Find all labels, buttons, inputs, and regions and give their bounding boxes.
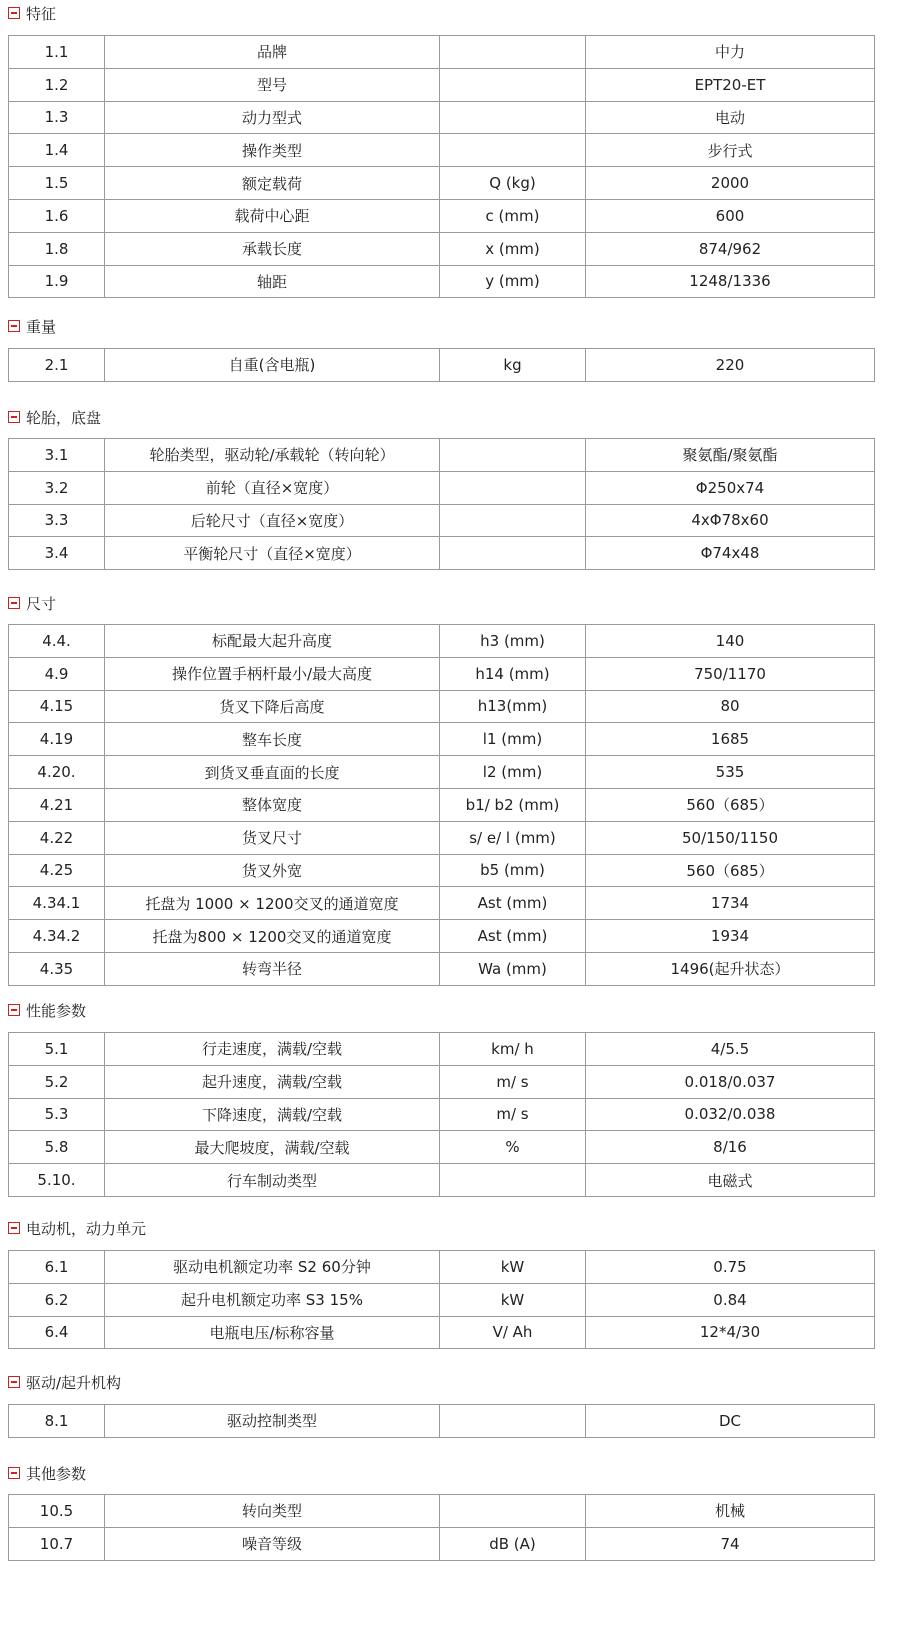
table-row: [9, 471, 875, 504]
table-row: [9, 1316, 875, 1349]
value-cell: 1496(起升状态）: [586, 952, 875, 985]
collapse-minus-icon[interactable]: [8, 1376, 20, 1388]
parameter-name-cell: 载荷中心距: [105, 199, 440, 232]
section-title: 电动机，动力单元: [26, 1219, 147, 1238]
unit-cell: Ast (mm): [440, 887, 586, 920]
item-number-cell: 10.5: [9, 1495, 105, 1528]
unit-cell: [440, 504, 586, 537]
table-row: [9, 821, 875, 854]
unit-cell: dB (A): [440, 1527, 586, 1560]
value-cell: 1734: [586, 887, 875, 920]
unit-cell: x (mm): [440, 232, 586, 265]
parameter-name-cell: 后轮尺寸（直径×宽度）: [105, 504, 440, 537]
table-row: [9, 1495, 875, 1528]
item-number-cell: 4.15: [9, 690, 105, 723]
table-row: [9, 68, 875, 101]
unit-cell: kW: [440, 1251, 586, 1284]
value-cell: Φ74x48: [586, 537, 875, 570]
value-cell: 50/150/1150: [586, 821, 875, 854]
unit-cell: c (mm): [440, 199, 586, 232]
item-number-cell: 6.2: [9, 1283, 105, 1316]
table-row: [9, 349, 875, 382]
unit-cell: b1/ b2 (mm): [440, 788, 586, 821]
item-number-cell: 1.2: [9, 68, 105, 101]
spec-table: [8, 348, 875, 382]
parameter-name-cell: 最大爬坡度，满载/空载: [105, 1131, 440, 1164]
item-number-cell: 1.5: [9, 167, 105, 200]
section-title: 尺寸: [26, 594, 57, 613]
parameter-name-cell: 整车长度: [105, 723, 440, 756]
item-number-cell: 3.2: [9, 471, 105, 504]
spec-table: [8, 1032, 875, 1197]
parameter-name-cell: 轴距: [105, 265, 440, 298]
collapse-minus-icon[interactable]: [8, 1467, 20, 1479]
section-title: 重量: [26, 317, 57, 336]
section-title: 性能参数: [26, 1001, 87, 1020]
unit-cell: l2 (mm): [440, 756, 586, 789]
table-row: [9, 657, 875, 690]
value-cell: DC: [586, 1405, 875, 1438]
collapse-minus-icon[interactable]: [8, 1004, 20, 1016]
parameter-name-cell: 起升速度，满载/空载: [105, 1065, 440, 1098]
section-header[interactable]: [8, 406, 101, 428]
item-number-cell: 3.3: [9, 504, 105, 537]
table-row: [9, 1527, 875, 1560]
item-number-cell: 4.19: [9, 723, 105, 756]
parameter-name-cell: 托盘为 1000 × 1200交叉的通道宽度: [105, 887, 440, 920]
parameter-name-cell: 电瓶电压/标称容量: [105, 1316, 440, 1349]
table-row: [9, 756, 875, 789]
section-title: 特征: [26, 4, 57, 23]
spec-table: [8, 1404, 875, 1438]
item-number-cell: 5.8: [9, 1131, 105, 1164]
parameter-name-cell: 货叉尺寸: [105, 821, 440, 854]
unit-cell: y (mm): [440, 265, 586, 298]
item-number-cell: 5.2: [9, 1065, 105, 1098]
parameter-name-cell: 品牌: [105, 36, 440, 69]
collapse-minus-icon[interactable]: [8, 597, 20, 609]
table-row: [9, 1098, 875, 1131]
item-number-cell: 1.6: [9, 199, 105, 232]
table-row: [9, 537, 875, 570]
table-row: [9, 199, 875, 232]
table-row: [9, 1131, 875, 1164]
parameter-name-cell: 行走速度，满载/空载: [105, 1033, 440, 1066]
value-cell: 220: [586, 349, 875, 382]
value-cell: 560（685）: [586, 788, 875, 821]
table-row: [9, 265, 875, 298]
value-cell: 74: [586, 1527, 875, 1560]
value-cell: 535: [586, 756, 875, 789]
item-number-cell: 6.4: [9, 1316, 105, 1349]
unit-cell: b5 (mm): [440, 854, 586, 887]
parameter-name-cell: 噪音等级: [105, 1527, 440, 1560]
item-number-cell: 4.22: [9, 821, 105, 854]
value-cell: 步行式: [586, 134, 875, 167]
section-header[interactable]: [8, 315, 56, 337]
collapse-minus-icon[interactable]: [8, 411, 20, 423]
value-cell: 140: [586, 625, 875, 658]
unit-cell: h14 (mm): [440, 657, 586, 690]
parameter-name-cell: 到货叉垂直面的长度: [105, 756, 440, 789]
item-number-cell: 4.34.1: [9, 887, 105, 920]
table-row: [9, 36, 875, 69]
value-cell: 电动: [586, 101, 875, 134]
parameter-name-cell: 承载长度: [105, 232, 440, 265]
item-number-cell: 5.10.: [9, 1164, 105, 1197]
parameter-name-cell: 转向类型: [105, 1495, 440, 1528]
item-number-cell: 2.1: [9, 349, 105, 382]
value-cell: 750/1170: [586, 657, 875, 690]
section-header[interactable]: [8, 1462, 86, 1484]
unit-cell: Q (kg): [440, 167, 586, 200]
value-cell: 4/5.5: [586, 1033, 875, 1066]
value-cell: 4xΦ78x60: [586, 504, 875, 537]
unit-cell: [440, 36, 586, 69]
unit-cell: Ast (mm): [440, 920, 586, 953]
collapse-minus-icon[interactable]: [8, 1222, 20, 1234]
item-number-cell: 8.1: [9, 1405, 105, 1438]
unit-cell: V/ Ah: [440, 1316, 586, 1349]
table-row: [9, 788, 875, 821]
item-number-cell: 1.9: [9, 265, 105, 298]
unit-cell: h13(mm): [440, 690, 586, 723]
value-cell: 0.032/0.038: [586, 1098, 875, 1131]
table-row: [9, 232, 875, 265]
unit-cell: h3 (mm): [440, 625, 586, 658]
unit-cell: l1 (mm): [440, 723, 586, 756]
section-header[interactable]: [8, 1371, 121, 1393]
parameter-name-cell: 驱动控制类型: [105, 1405, 440, 1438]
parameter-name-cell: 标配最大起升高度: [105, 625, 440, 658]
table-row: [9, 1283, 875, 1316]
unit-cell: [440, 439, 586, 472]
value-cell: 874/962: [586, 232, 875, 265]
item-number-cell: 1.1: [9, 36, 105, 69]
unit-cell: [440, 1164, 586, 1197]
parameter-name-cell: 型号: [105, 68, 440, 101]
unit-cell: [440, 1405, 586, 1438]
item-number-cell: 5.1: [9, 1033, 105, 1066]
item-number-cell: 1.3: [9, 101, 105, 134]
parameter-name-cell: 整体宽度: [105, 788, 440, 821]
value-cell: 1685: [586, 723, 875, 756]
unit-cell: [440, 101, 586, 134]
parameter-name-cell: 货叉外宽: [105, 854, 440, 887]
value-cell: 电磁式: [586, 1164, 875, 1197]
table-row: [9, 690, 875, 723]
section-header[interactable]: [8, 2, 56, 24]
parameter-name-cell: 托盘为800 × 1200交叉的通道宽度: [105, 920, 440, 953]
item-number-cell: 4.20.: [9, 756, 105, 789]
item-number-cell: 4.34.2: [9, 920, 105, 953]
unit-cell: s/ e/ l (mm): [440, 821, 586, 854]
table-row: [9, 887, 875, 920]
table-row: [9, 854, 875, 887]
table-row: [9, 1405, 875, 1438]
unit-cell: [440, 537, 586, 570]
value-cell: 0.84: [586, 1283, 875, 1316]
unit-cell: Wa (mm): [440, 952, 586, 985]
table-row: [9, 134, 875, 167]
parameter-name-cell: 动力型式: [105, 101, 440, 134]
value-cell: EPT20-ET: [586, 68, 875, 101]
parameter-name-cell: 行车制动类型: [105, 1164, 440, 1197]
item-number-cell: 4.35: [9, 952, 105, 985]
spec-table: [8, 35, 875, 298]
value-cell: 2000: [586, 167, 875, 200]
value-cell: 中力: [586, 36, 875, 69]
item-number-cell: 1.8: [9, 232, 105, 265]
table-row: [9, 504, 875, 537]
parameter-name-cell: 操作位置手柄杆最小/最大高度: [105, 657, 440, 690]
item-number-cell: 3.4: [9, 537, 105, 570]
item-number-cell: 4.9: [9, 657, 105, 690]
item-number-cell: 4.4.: [9, 625, 105, 658]
table-row: [9, 167, 875, 200]
table-row: [9, 101, 875, 134]
collapse-minus-icon[interactable]: [8, 7, 20, 19]
table-row: [9, 1164, 875, 1197]
parameter-name-cell: 转弯半径: [105, 952, 440, 985]
value-cell: 机械: [586, 1495, 875, 1528]
parameter-name-cell: 自重(含电瓶): [105, 349, 440, 382]
table-row: [9, 723, 875, 756]
spec-table: [8, 1494, 875, 1561]
table-row: [9, 952, 875, 985]
value-cell: 600: [586, 199, 875, 232]
section-title: 驱动/起升机构: [26, 1373, 122, 1392]
value-cell: 8/16: [586, 1131, 875, 1164]
item-number-cell: 5.3: [9, 1098, 105, 1131]
table-row: [9, 1033, 875, 1066]
table-row: [9, 920, 875, 953]
value-cell: 0.018/0.037: [586, 1065, 875, 1098]
unit-cell: [440, 1495, 586, 1528]
item-number-cell: 6.1: [9, 1251, 105, 1284]
unit-cell: m/ s: [440, 1098, 586, 1131]
collapse-minus-icon[interactable]: [8, 320, 20, 332]
item-number-cell: 4.21: [9, 788, 105, 821]
value-cell: Φ250x74: [586, 471, 875, 504]
section-title: 轮胎，底盘: [26, 408, 102, 427]
value-cell: 560（685）: [586, 854, 875, 887]
parameter-name-cell: 驱动电机额定功率 S2 60分钟: [105, 1251, 440, 1284]
parameter-name-cell: 货叉下降后高度: [105, 690, 440, 723]
parameter-name-cell: 平衡轮尺寸（直径×宽度）: [105, 537, 440, 570]
table-row: [9, 625, 875, 658]
parameter-name-cell: 起升电机额定功率 S3 15%: [105, 1283, 440, 1316]
spec-table: [8, 438, 875, 570]
unit-cell: [440, 68, 586, 101]
parameter-name-cell: 轮胎类型，驱动轮/承载轮（转向轮）: [105, 439, 440, 472]
unit-cell: km/ h: [440, 1033, 586, 1066]
section-header[interactable]: [8, 592, 56, 614]
unit-cell: kg: [440, 349, 586, 382]
table-row: [9, 439, 875, 472]
unit-cell: %: [440, 1131, 586, 1164]
item-number-cell: 10.7: [9, 1527, 105, 1560]
unit-cell: m/ s: [440, 1065, 586, 1098]
unit-cell: kW: [440, 1283, 586, 1316]
value-cell: 1248/1336: [586, 265, 875, 298]
value-cell: 80: [586, 690, 875, 723]
parameter-name-cell: 前轮（直径×宽度）: [105, 471, 440, 504]
item-number-cell: 4.25: [9, 854, 105, 887]
value-cell: 0.75: [586, 1251, 875, 1284]
unit-cell: [440, 134, 586, 167]
parameter-name-cell: 下降速度，满载/空载: [105, 1098, 440, 1131]
value-cell: 12*4/30: [586, 1316, 875, 1349]
table-row: [9, 1251, 875, 1284]
spec-table: [8, 1250, 875, 1349]
item-number-cell: 3.1: [9, 439, 105, 472]
unit-cell: [440, 471, 586, 504]
section-title: 其他参数: [26, 1464, 87, 1483]
spec-table: [8, 624, 875, 986]
item-number-cell: 1.4: [9, 134, 105, 167]
section-header[interactable]: [8, 999, 86, 1021]
parameter-name-cell: 操作类型: [105, 134, 440, 167]
value-cell: 聚氨酯/聚氨酯: [586, 439, 875, 472]
parameter-name-cell: 额定载荷: [105, 167, 440, 200]
section-header[interactable]: [8, 1217, 146, 1239]
table-row: [9, 1065, 875, 1098]
value-cell: 1934: [586, 920, 875, 953]
